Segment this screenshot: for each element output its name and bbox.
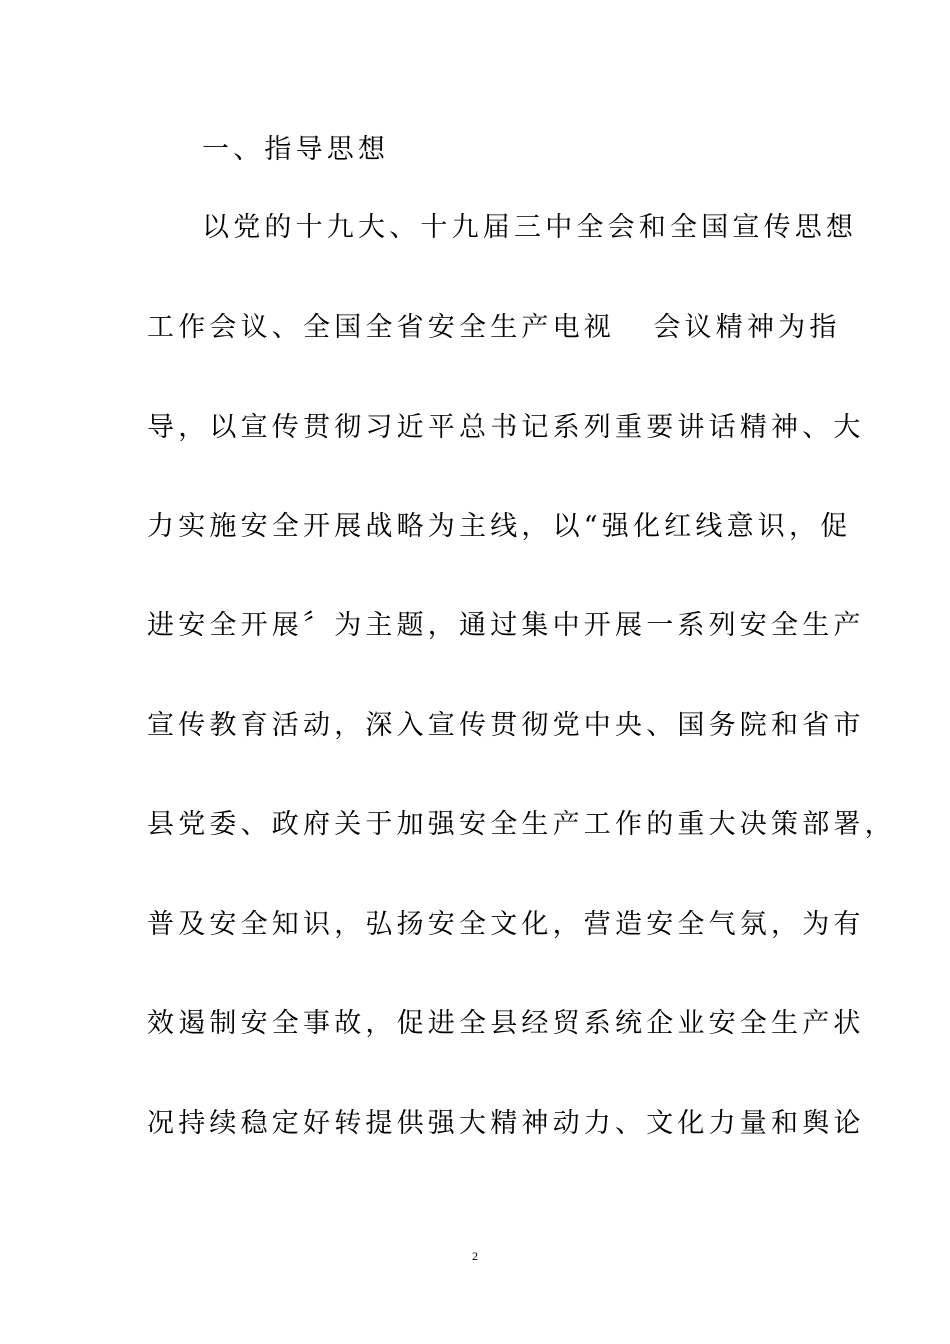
section-heading: 一、指导思想 xyxy=(202,134,390,165)
paragraph-line: 县党委、政府关于加强安全生产工作的重大决策部署， xyxy=(147,809,896,840)
page-number: 2 xyxy=(472,1249,478,1263)
paragraph-line: 工作会议、全国全省安全生产电视 会议精神为指 xyxy=(147,312,841,343)
paragraph-line: 导，以宣传贯彻习近平总书记系列重要讲话精神、大 xyxy=(147,412,865,443)
paragraph-line: 效遏制安全事故，促进全县经贸系统企业安全生产状 xyxy=(147,1008,865,1039)
paragraph-line: 况持续稳定好转提供强大精神动力、文化力量和舆论 xyxy=(147,1108,865,1139)
paragraph-line: 宣传教育活动，深入宣传贯彻党中央、国务院和省市 xyxy=(147,710,865,741)
paragraph-line: 力实施安全开展战略为主线，以“强化红线意识，促 xyxy=(147,511,852,542)
paragraph-line: 普及安全知识，弘扬安全文化，营造安全气氛，为有 xyxy=(147,909,865,940)
paragraph-line: 进安全开展〞为主题，通过集中开展一系列安全生产 xyxy=(147,610,865,641)
paragraph-line: 以党的十九大、十九届三中全会和全国宣传思想 xyxy=(202,212,858,243)
